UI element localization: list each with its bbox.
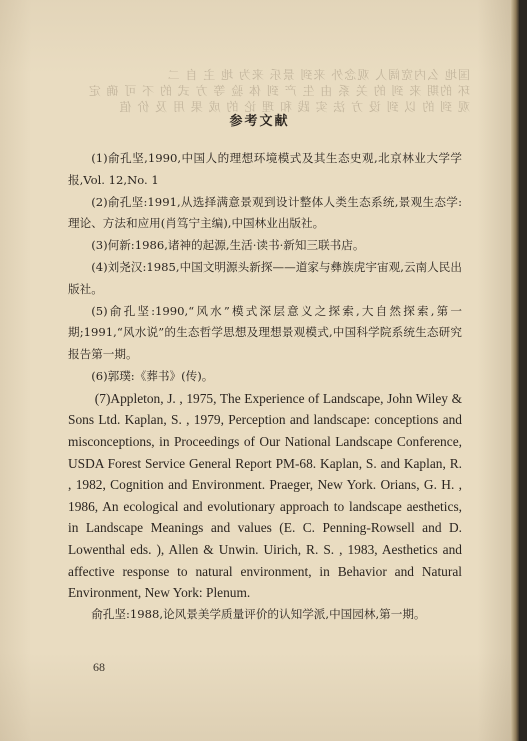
reference-item: (5)俞孔坚:1990,“风水”模式深层意义之探索,大自然探索,第一期;1991,“风水说”的生态哲学思想及理想景观模式,中国科学院系统生态研究报告第一期。 [68,303,462,362]
reference-item: (4)刘尧汉:1985,中国文明源头新探——道家与彝族虎宇宙观,云南人民出版社。 [68,259,462,296]
reference-item: (7)Appleton, J. , 1975, The Experience of Landscape, John Wiley & Sons Ltd. Kaplan, S. , 1979, Perception and landscape: conceptions and misconceptions, in Proceedings of Our National Landscape Conference, USDA Forest Service General Report PM-68. Kaplan, S. and Kaplan, R. , 1982, Cognition and Environment. Praeger, New York. Orians, G. H. , 1986, An ecological and evolutionary approach to landscape aesthetics, in Landscape Meanings and values (E. C. Penning-Rowsell and D. Lowenthal eds. ), Allen & Unwin. Uirich, R. S. , 1983, Aesthetics and affective response to natural environment, in Behavior and Natural Environment, New York: Plenum. [68,390,462,601]
reference-item: (2)俞孔坚:1991,从选择满意景观到设计整体人类生态系统,景观生态学:理论、方法和应用(肖笃宁主编),中国林业出版社。 [68,194,462,231]
bleed-through-text: 国地 么内宽阔人 观念外 来到 景乐 来为 地 主 自 二 [166,68,470,82]
bleed-through-text: 环 的期 来 到 的 关 系 由 生 产 到 体 验 等 方 式 的 不 可 确 定 [87,84,470,98]
bleed-through-text: 观 到 的 以 到 设 方 法 实 践 和 理 论 的 成 果 用 及 价 值 [118,100,470,114]
reference-item: (6)郭璞:《葬书》(传)。 [91,368,214,383]
reference-list [68,148,462,626]
reference-item: (3)何新:1986,诸神的起源,生活·读书·新知三联书店。 [91,238,365,253]
page-number: 68 [93,660,105,674]
reference-item: 俞孔坚:1988,论风景美学质量评价的认知学派,中国园林,第一期。 [91,606,426,621]
reference-item: (1)俞孔坚,1990,中国人的理想环境模式及其生态史观,北京林业大学学报,Vol. 12,No. 1 [68,151,462,187]
page-heading: 参考文献 [229,114,290,129]
